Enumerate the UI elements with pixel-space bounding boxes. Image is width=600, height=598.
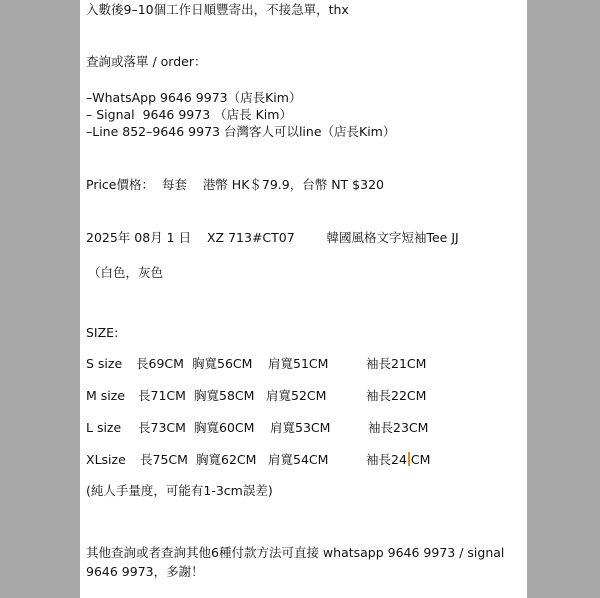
size-sleeve [366,452,430,468]
text-cursor[interactable] [408,452,410,466]
size-sleeve-unit: CM [410,452,431,467]
size-heading: SIZE: [86,325,119,340]
size-sleeve-text: 袖長24 [366,452,407,467]
shipping-note: 入數後9–10個工作日順豐寄出，不接急單，thx [86,2,349,17]
size-label: M size [86,388,125,403]
size-sleeve: 袖長23CM [368,420,429,435]
document-page [80,0,527,598]
contact-whatsapp: –WhatsApp 9646 9973（店長Kim） [86,90,302,105]
size-sleeve: 袖長22CM [366,388,427,403]
order-heading: 查詢或落單 / order： [86,54,207,69]
product-line: 2025年 08月 1 日 XZ 713#CT07 韓國風格文字短袖Tee JJ [86,230,459,245]
size-length: 長73CM [138,420,186,435]
closing-note: 其他查詢或者查詢其他6種付款方法可直接 whatsapp 9646 9973 / signal 9646 9973，多謝！ [86,545,505,579]
size-sleeve: 袖長21CM [366,356,427,371]
size-chest: 胸寬58CM [194,388,255,403]
size-chest: 胸寬56CM [192,356,253,371]
size-shoulder: 肩寬51CM [268,356,329,371]
color-options: （白色，灰色 [88,265,164,280]
size-length: 長69CM [136,356,184,371]
contact-signal: – Signal 9646 9973 （店長 Kim） [86,107,292,122]
size-label: XLsize [86,452,126,467]
size-chest: 胸寬62CM [196,452,257,467]
size-shoulder: 肩寬54CM [268,452,329,467]
contact-line: –Line 852–9646 9973 台灣客人可以line（店長Kim） [86,124,396,139]
size-label: L size [86,420,122,435]
size-label: S size [86,356,123,371]
measurement-note: (純人手量度，可能有1-3cm誤差) [86,483,273,498]
size-chest: 胸寬60CM [194,420,255,435]
price-line: Price價格： 每套 港幣 HK＄79.9，台幣 NT $320 [86,177,384,192]
size-length: 長75CM [140,452,188,467]
size-length: 長71CM [138,388,186,403]
size-shoulder: 肩寬52CM [266,388,327,403]
size-shoulder: 肩寬53CM [270,420,331,435]
